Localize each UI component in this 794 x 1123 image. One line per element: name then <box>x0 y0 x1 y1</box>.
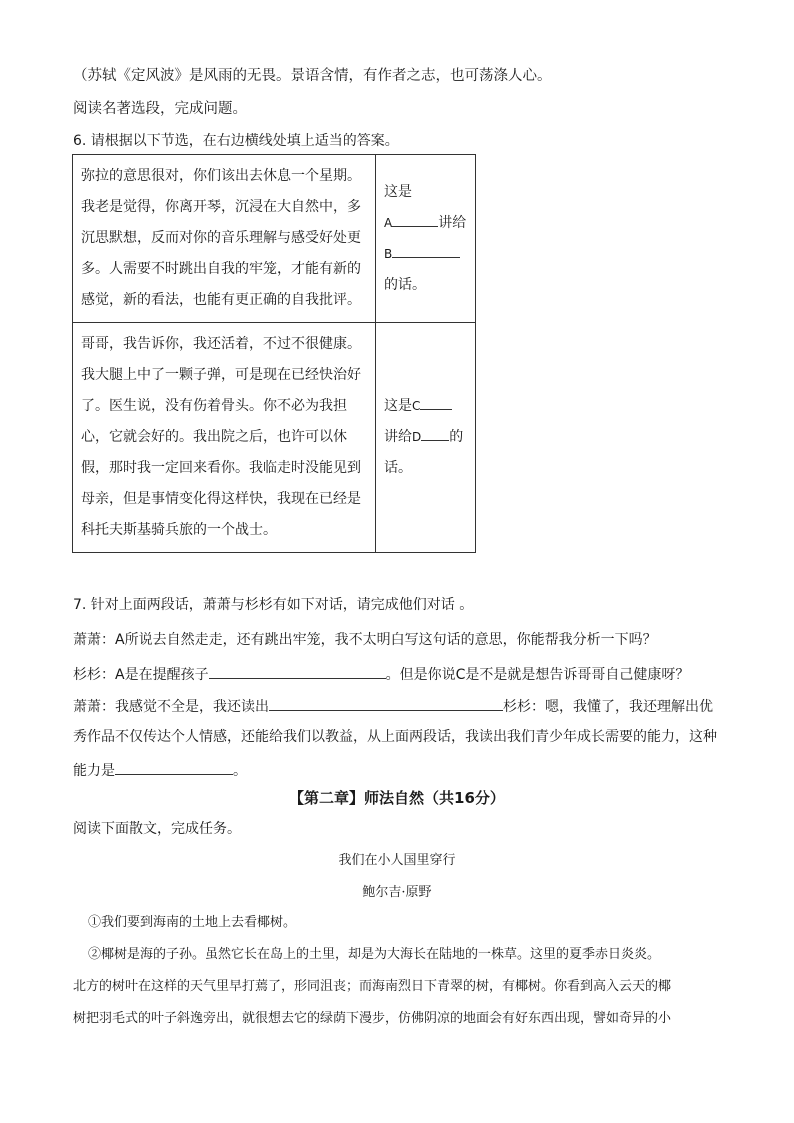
q6-row-2 <box>73 323 476 553</box>
excerpt-line: 沉思默想，反而对你的音乐理解与感受好处更 <box>81 230 361 246</box>
essay-paragraph-2-line-2: 北方的树叶在这样的天气里早打蔫了，形同沮丧；而海南烈日下青翠的树，有椰树。你看到高入云天的椰 <box>73 979 672 994</box>
q7-dialog-line-3 <box>73 695 713 717</box>
essay-paragraph-1: ①我们要到海南的土地上去看椰树。 <box>88 915 297 930</box>
q7-blank-1-field[interactable] <box>209 663 386 679</box>
blank-a-field[interactable] <box>392 211 438 227</box>
excerpt-line: 多。人需要不时跳出自我的牢笼，才能有新的 <box>81 261 361 277</box>
dialog-text: 。 <box>233 763 247 779</box>
blank-d-field[interactable] <box>421 425 449 441</box>
q7-prompt: 7. 针对上面两段话，萧萧与杉杉有如下对话，请完成他们对话 。 <box>73 597 474 613</box>
answer-text: 的话。 <box>384 276 426 293</box>
answer-text: 讲给 <box>438 214 467 231</box>
essay-paragraph-2-line-3: 树把羽毛式的叶子斜逸旁出，就很想去它的绿荫下漫步，仿佛阴凉的地面会有好东西出现，譬如奇异的小 <box>73 1011 672 1026</box>
excerpt-line: 我老是觉得，你离开琴，沉浸在大自然中，多 <box>81 199 361 215</box>
dialog-text: 萧萧：我感觉不全是，我还读出 <box>73 699 269 715</box>
excerpt-line: 科托夫斯基骑兵旅的一个战士。 <box>81 522 277 538</box>
q7-dialog-line-2 <box>73 663 689 685</box>
excerpt-line: 母亲，但是事情变化得这样快，我现在已经是 <box>81 491 361 507</box>
q7-blank-3-field[interactable] <box>115 759 233 775</box>
excerpt-line: 哥哥，我告诉你，我还活着，不过不很健康。 <box>81 336 361 352</box>
blank-label-b: B <box>384 246 393 261</box>
q7-blank-2-field[interactable] <box>269 695 503 711</box>
answer-text: 话。 <box>384 460 412 476</box>
answer-text: 讲给 <box>384 429 412 445</box>
excerpt-line: 了。医生说，没有伤着骨头。你不必为我担 <box>81 398 347 414</box>
intro-line-1: （苏轼《定风波》是风雨的无畏。景语含情，有作者之志，也可荡涤人心。 <box>73 68 552 84</box>
blank-label-d: D <box>412 430 422 444</box>
q6-row-1 <box>73 155 476 323</box>
q6-table <box>72 154 476 553</box>
answer-text: 这是 <box>384 183 412 200</box>
excerpt-line: 我大腿上中了一颗子弹，可是现在已经快治好 <box>81 367 361 383</box>
chapter-title: 【第二章】师法自然（共16分） <box>289 789 505 807</box>
excerpt-line: 心，它就会好的。我出院之后，也许可以休 <box>81 429 347 445</box>
dialog-text: 杉杉：嗯，我懂了，我还理解出优 <box>503 699 713 715</box>
q7-dialog-line-1: 萧萧：A所说去自然走走，还有跳出牢笼，我不太明白写这句话的意思，你能帮我分析一下吗？ <box>73 632 657 648</box>
dialog-text: 。但是你说C是不是就是想告诉哥哥自己健康呀？ <box>385 667 690 683</box>
dialog-text: 杉杉：A是在提醒孩子 <box>73 667 209 683</box>
blank-b-field[interactable] <box>392 242 460 258</box>
answer-text: 这是 <box>384 398 412 414</box>
q7-dialog-line-5 <box>73 759 247 781</box>
answer-text: 的 <box>449 429 464 445</box>
excerpt-line: 感觉，新的看法，也能有更正确的自我批评。 <box>81 292 361 308</box>
blank-c-field[interactable] <box>420 394 452 410</box>
intro-line-2: 阅读名著选段，完成问题。 <box>73 101 247 117</box>
q7-dialog-line-4: 秀作品不仅传达个人情感，还能给我们以教益，从上面两段话，我读出我们青少年成长需要的能力，这种 <box>73 729 717 745</box>
q6-row-1-answer <box>376 155 476 323</box>
excerpt-line: 假，那时我一定回来看你。我临走时没能见到 <box>81 460 361 476</box>
q6-row-2-answer <box>376 323 476 553</box>
excerpt-line: 弥拉的意思很对，你们该出去休息一个星期。 <box>81 168 361 184</box>
q6-row-1-excerpt <box>73 155 376 323</box>
blank-label-a: A <box>384 215 393 230</box>
essay-author: 鲍尔吉·原野 <box>362 885 432 900</box>
q6-row-2-excerpt <box>73 323 376 553</box>
q6-prompt: 6. 请根据以下节选，在右边横线处填上适当的答案。 <box>73 133 399 149</box>
chapter-instruction: 阅读下面散文，完成任务。 <box>73 821 241 837</box>
blank-label-c: C <box>412 399 421 413</box>
dialog-text: 能力是 <box>73 763 115 779</box>
essay-paragraph-2-line-1: ②椰树是海的子孙。虽然它长在岛上的土里，却是为大海长在陆地的一株草。这里的夏季赤日炎炎。 <box>88 947 661 962</box>
essay-title: 我们在小人国里穿行 <box>338 853 456 868</box>
